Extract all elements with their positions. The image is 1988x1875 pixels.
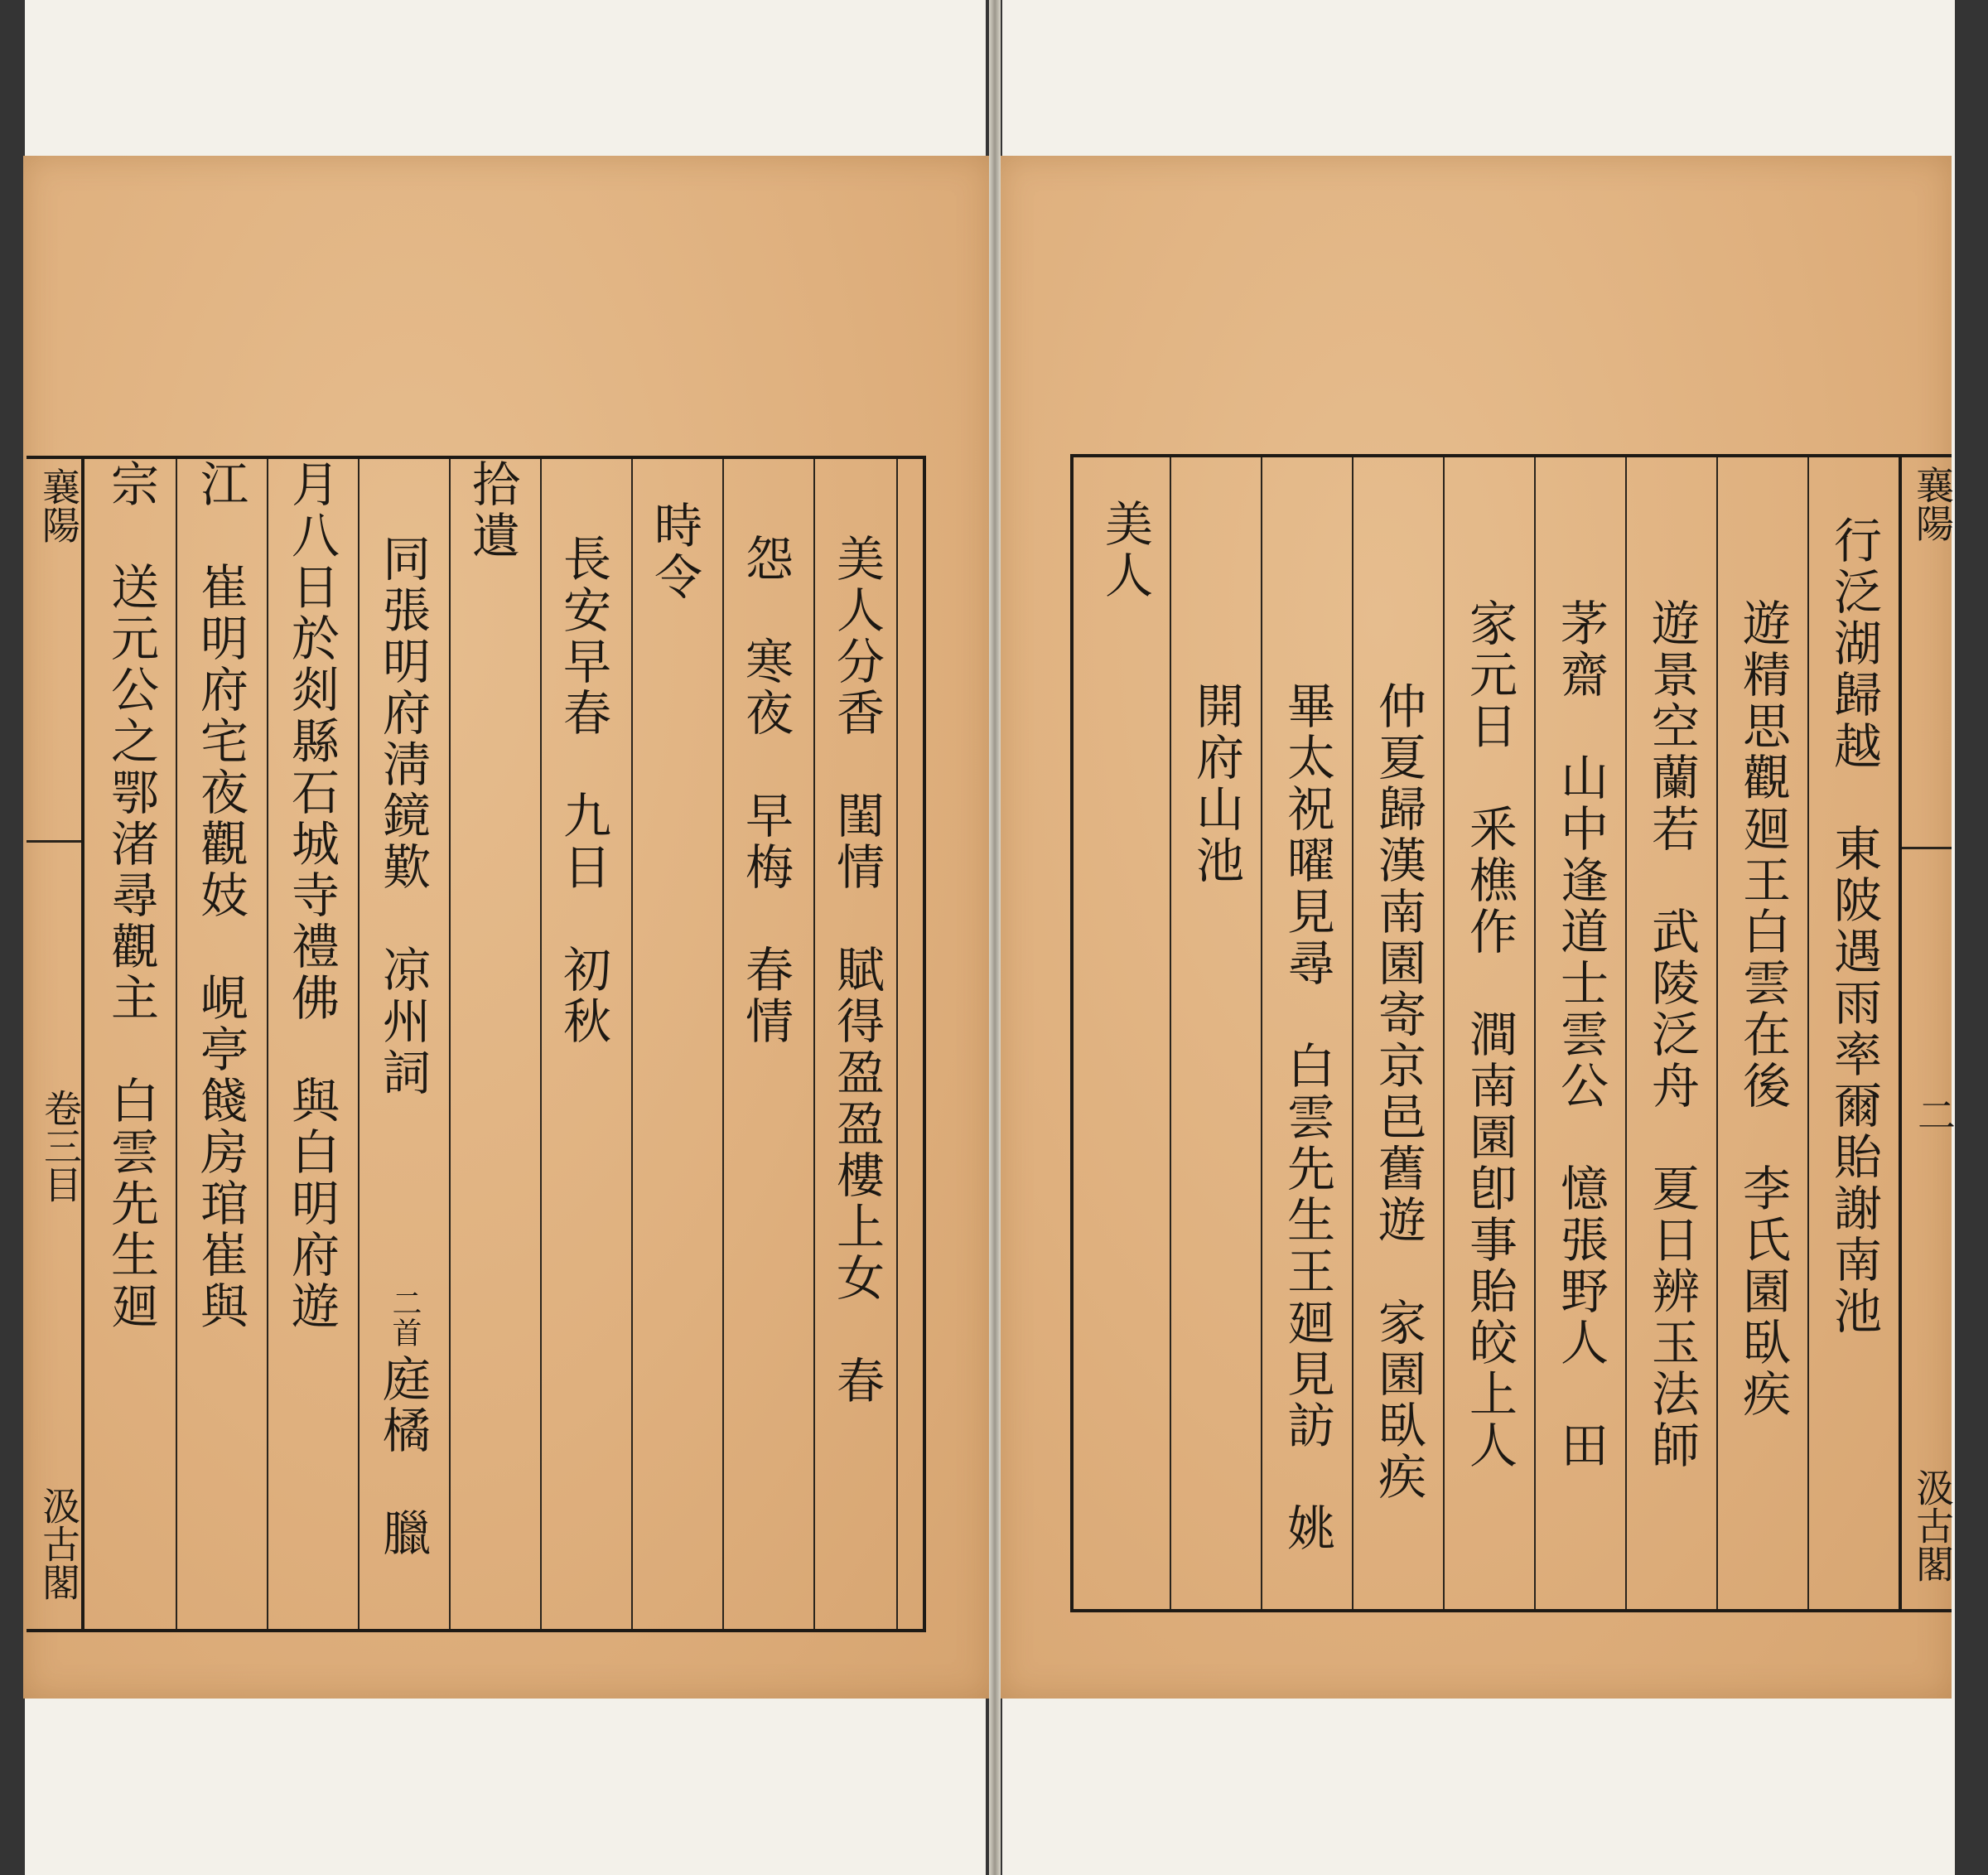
left-page-frame [81,456,926,1632]
left-col-2: 怨 寒夜 早梅 春情 [737,534,794,1047]
column-rule [631,459,633,1629]
right-page [999,156,1957,1699]
right-col-7: 畢太祝曜見尋 白雲先生王廻見訪 姚 [1279,681,1335,1554]
right-margin-divider [1902,847,1952,849]
right-margin-page-number: 二 [1912,1095,1957,1133]
right-col-1: 行泛湖歸越 東陂遇雨率爾貽謝南池 [1826,515,1882,1337]
column-rule [449,459,451,1629]
left-margin-divider [27,840,81,843]
left-col-7: 月八日於剡縣石城寺禮佛 與白明府遊 [283,459,340,1332]
left-col-3: 時令 [646,500,702,603]
left-col-1: 美人分香 閨情 賦得盈盈樓上女 春 [828,534,885,1407]
right-col-8: 開府山池 [1188,681,1244,887]
right-margin-press: 汲古閣 [1910,1468,1955,1583]
left-margin-juan: 卷三目 [38,1089,83,1203]
left-col-5: 拾遺 [464,459,520,562]
right-col-3: 遊景空蘭若 武陵泛舟 夏日辨玉法師 [1643,598,1700,1471]
left-margin-title: 襄陽 [36,467,81,544]
right-col-2: 遊精思觀廻王白雲在後 李氏園臥疾 [1735,598,1791,1420]
right-col-5: 家元日 釆樵作 澗南園卽事貽皎上人 [1461,598,1518,1471]
column-rule [1170,457,1171,1609]
left-page [23,156,991,1699]
left-col-9: 宗 送元公之鄂渚尋觀主 白雲先生廻 [103,459,159,1332]
right-col-9: 美人 [1097,499,1153,602]
right-col-6: 仲夏歸漢南園寄京邑舊遊 家園臥疾 [1370,681,1426,1503]
left-col-6-tail: 庭橘 臘 [374,1354,431,1559]
left-col-6-note: 二首 [388,1288,422,1347]
right-margin-column [1902,454,1957,1612]
book-gutter [989,0,1001,1875]
left-margin-press: 汲古閣 [36,1486,81,1601]
left-margin-column [27,456,81,1632]
right-margin-title: 襄陽 [1910,466,1955,542]
right-page-frame [1070,454,1902,1612]
left-col-6: 同張明府淸鏡歎 凉州詞 [374,534,431,1099]
right-col-4: 茅齋 山中逢道士雲公 憶張野人 田 [1552,598,1609,1471]
left-col-8: 江 崔明府宅夜觀妓 峴亭餞房琯崔與 [192,459,248,1332]
left-col-4: 長安早春 九日 初秋 [555,534,611,1047]
